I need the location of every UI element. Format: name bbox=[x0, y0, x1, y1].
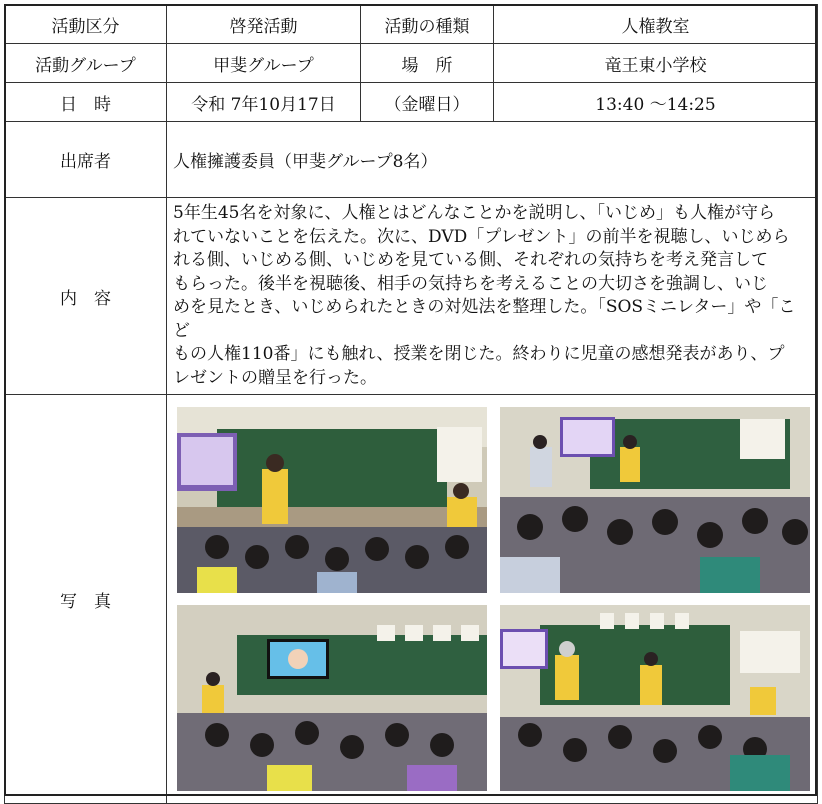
content-line: れていないことを伝えた。次に、DVD「プレゼント」の前半を視聴し、いじめら bbox=[173, 226, 790, 247]
content-line: レゼントの贈呈を行った。 bbox=[173, 367, 377, 388]
content-line: もの人権110番」にも触れ、授業を閉じた。終わりに児童の感想発表があり、プ bbox=[173, 344, 785, 364]
attendees-value: 人権擁護委員（甲斐グループ8名） bbox=[167, 122, 818, 198]
activity-category-label: 活動区分 bbox=[5, 5, 167, 44]
content-line: 5年生45名を対象に、人権とはどんなことかを説明し、「いじめ」も人権が守ら bbox=[173, 203, 775, 223]
group-label: 活動グループ bbox=[5, 44, 167, 83]
group-value: 甲斐グループ bbox=[167, 44, 361, 83]
activity-type-label: 活動の種類 bbox=[361, 5, 494, 44]
place-label: 場 所 bbox=[361, 44, 494, 83]
time-value: 13:40 ～14:25 bbox=[494, 83, 818, 122]
content-line: れる側、いじめる側、いじめを見ている側、それぞれの気持ちを考え発言して bbox=[173, 250, 768, 270]
photos-label: 写 真 bbox=[5, 395, 167, 804]
outer-border bbox=[4, 4, 817, 796]
attendees-label: 出席者 bbox=[5, 122, 167, 198]
datetime-label: 日 時 bbox=[5, 83, 167, 122]
date-value: 令和 7年10月17日 bbox=[167, 83, 361, 122]
activity-category-value: 啓発活動 bbox=[167, 5, 361, 44]
content-label: 内 容 bbox=[5, 198, 167, 395]
weekday-value: （金曜日） bbox=[361, 83, 494, 122]
content-line: もらった。後半を視聴後、相手の気持ちを考えることの大切さを強調し、いじ bbox=[173, 273, 768, 294]
activity-type-value: 人権教室 bbox=[494, 5, 818, 44]
place-value: 竜王東小学校 bbox=[494, 44, 818, 83]
content-line: めを見たとき、いじめられたときの対処法を整理した。「SOSミニレター」や「こど bbox=[173, 297, 796, 341]
